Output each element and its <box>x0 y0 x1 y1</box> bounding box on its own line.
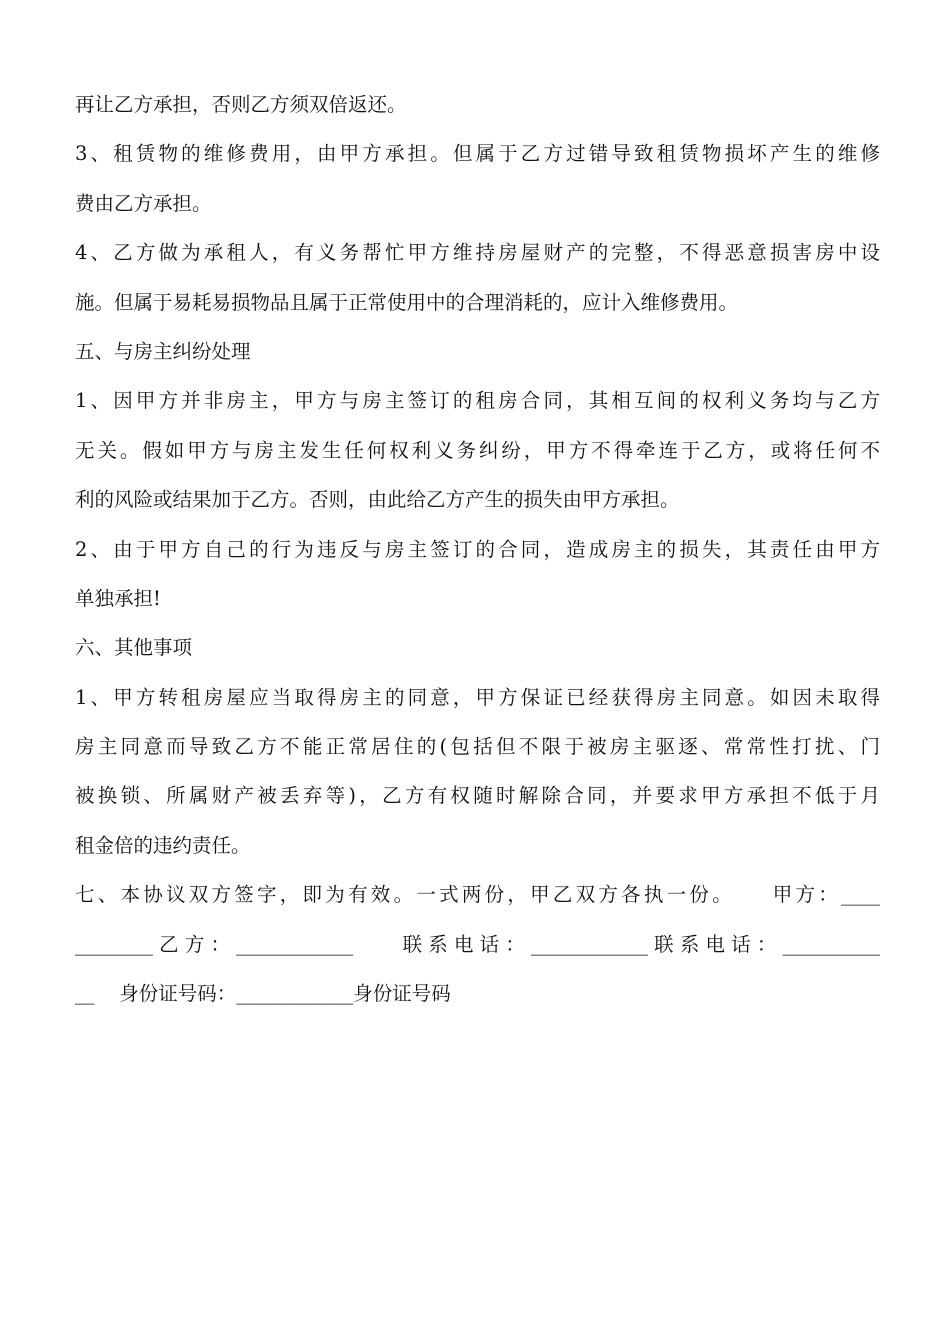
paragraph-line: 租金倍的违约责任。 <box>75 833 251 857</box>
section-heading: 六、其他事项 <box>75 636 193 660</box>
paragraph-line: 3、租赁物的维修费用，由甲方承担。但属于乙方过错导致租赁物损坏产生的维修 <box>75 142 880 166</box>
paragraph-line: 无关。假如甲方与房主发生任何权利义务纠纷，甲方不得牵连于乙方，或将任何不 <box>75 438 880 462</box>
signature-line: 七、本协议双方签字，即为有效。一式两份，甲乙双方各执一份。 甲方：____ <box>75 883 880 907</box>
section-heading: 五、与房主纠纷处理 <box>75 339 251 363</box>
signature-line: __ 身份证号码：____________身份证号码 <box>75 982 451 1006</box>
paragraph-line: 被换锁、所属财产被丢弃等)，乙方有权随时解除合同，并要求甲方承担不低于月 <box>75 784 880 808</box>
paragraph-line: 4、乙方做为承租人，有义务帮忙甲方维持房屋财产的完整，不得恶意损害房中设 <box>75 241 880 265</box>
paragraph-line: 房主同意而导致乙方不能正常居住的(包括但不限于被房主驱逐、常常性打扰、门 <box>75 735 880 759</box>
paragraph-line: 费由乙方承担。 <box>75 191 212 215</box>
paragraph-line: 再让乙方承担，否则乙方须双倍返还。 <box>75 93 407 116</box>
paragraph-line: 1、甲方转租房屋应当取得房主的同意，甲方保证已经获得房主同意。如因未取得 <box>75 685 880 709</box>
paragraph-line: 单独承担! <box>75 586 161 610</box>
paragraph-line: 1、因甲方并非房主，甲方与房主签订的租房合同，其相互间的权利义务均与乙方 <box>75 389 880 413</box>
paragraph-line: 2、由于甲方自己的行为违反与房主签订的合同，造成房主的损失，其责任由甲方 <box>75 537 880 561</box>
paragraph-line: 利的风险或结果加于乙方。否则，由此给乙方产生的损失由甲方承担。 <box>75 488 680 512</box>
document-body <box>75 80 880 1018</box>
signature-line: ________乙方：____________ 联系电话：____________联系电话：__________ <box>75 932 880 956</box>
paragraph-line: 施。但属于易耗易损物品且属于正常使用中的合理消耗的，应计入维修费用。 <box>75 290 739 314</box>
